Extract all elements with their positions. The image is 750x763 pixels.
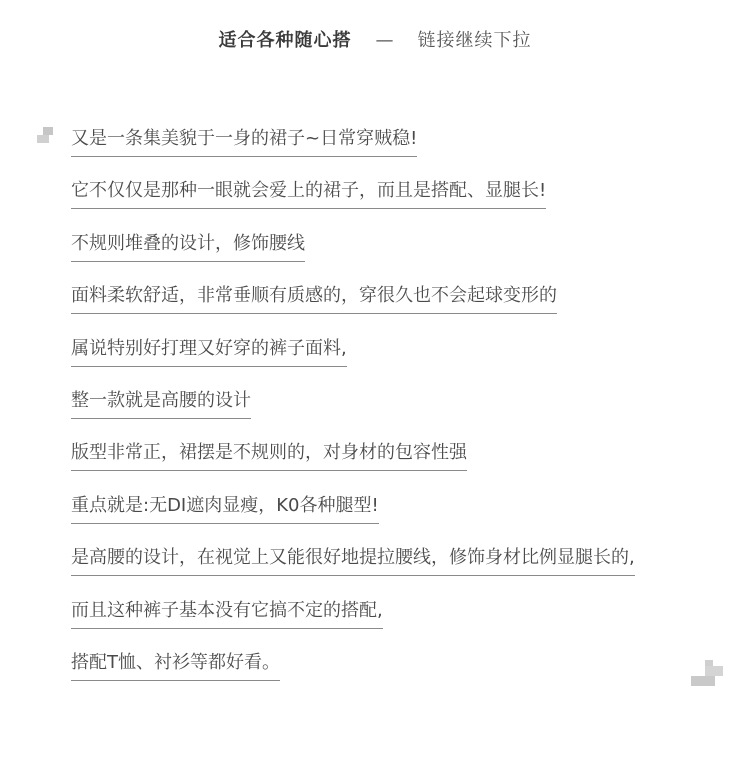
description-text: 面料柔软舒适，非常垂顺有质感的，穿很久也不会起球变形的 xyxy=(71,281,557,314)
description-line xyxy=(71,176,711,228)
description-line xyxy=(71,229,711,281)
description-text: 属说特别好打理又好穿的裤子面料, xyxy=(71,334,347,367)
header-dash: — xyxy=(375,30,394,51)
description-line xyxy=(71,596,711,648)
description-text: 是高腰的设计，在视觉上又能很好地提拉腰线，修饰身材比例显腿长的, xyxy=(71,543,635,576)
header-subtitle: 链接继续下拉 xyxy=(417,30,532,51)
description-list xyxy=(71,124,711,700)
description-line xyxy=(71,281,711,333)
description-line xyxy=(71,334,711,386)
pixel-corner-icon xyxy=(37,127,53,143)
description-text: 重点就是:无DI遮肉显瘦，K0各种腿型! xyxy=(71,491,379,524)
description-line xyxy=(71,491,711,543)
description-line xyxy=(71,386,711,438)
description-text: 而且这种裤子基本没有它搞不定的搭配, xyxy=(71,596,383,629)
description-line xyxy=(71,124,711,176)
description-text: 又是一条集美貌于一身的裙子~日常穿贼稳! xyxy=(71,124,417,157)
description-text: 版型非常正，裙摆是不规则的，对身材的包容性强 xyxy=(71,438,467,471)
description-text: 搭配T恤、衬衫等都好看。 xyxy=(71,648,280,681)
description-line xyxy=(71,648,711,700)
description-line xyxy=(71,543,711,595)
description-line xyxy=(71,438,711,490)
header-title: 适合各种随心搭 xyxy=(218,30,352,51)
description-text: 不规则堆叠的设计，修饰腰线 xyxy=(71,229,305,262)
page-header xyxy=(0,28,750,54)
description-text: 整一款就是高腰的设计 xyxy=(71,386,251,419)
description-text: 它不仅仅是那种一眼就会爱上的裙子，而且是搭配、显腿长! xyxy=(71,176,546,209)
